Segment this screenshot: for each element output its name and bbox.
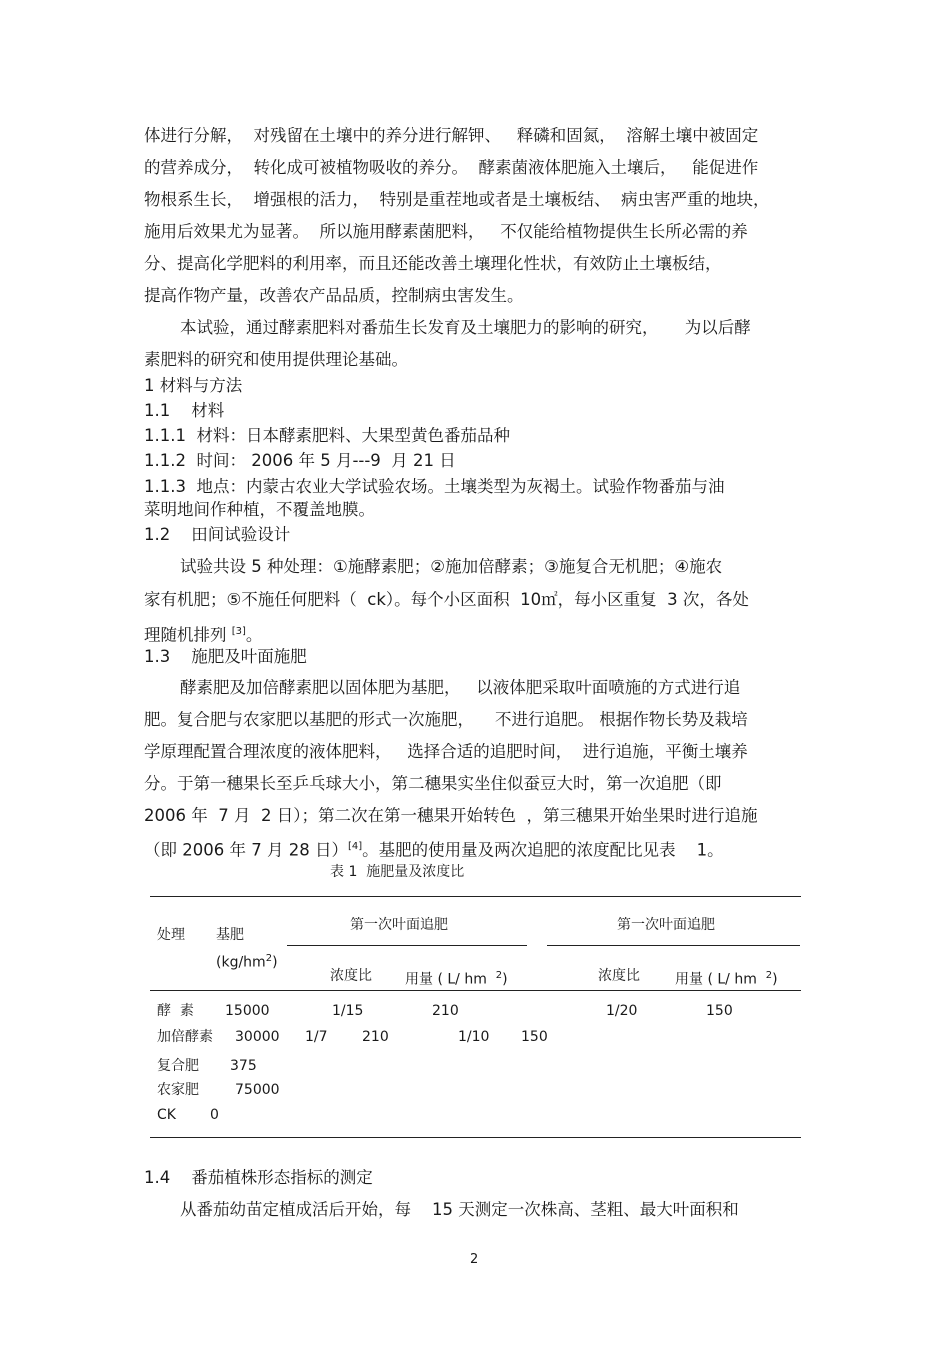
citation-3: [3] <box>231 626 246 637</box>
base-unit-text: (kg/hm <box>216 954 266 971</box>
table-cell: 1/10 <box>458 1029 490 1045</box>
header-second-spray: 第一次叶面追肥 <box>617 917 715 933</box>
table-cell: CK <box>157 1107 176 1123</box>
body-line-7: 本试验，通过酵素肥料对番茄生长发育及土壤肥力的影响的研究， 为以后酵 <box>180 318 751 337</box>
table-cell: 1/7 <box>305 1029 328 1045</box>
section-heading-1-1-2: 1.1.2 时间： 2006 年 5 月---9 月 21 日 <box>144 451 456 470</box>
body-line-3: 物根系生长， 增强根的活力， 特别是重茬地或者是土壤板结、 病虫害严重的地块， <box>144 190 770 209</box>
table-cell: 酵 素 <box>157 1003 194 1019</box>
table-cell: 150 <box>706 1003 733 1019</box>
header-treatment: 处理 <box>157 927 185 943</box>
body-line-design-1: 试验共设 5 种处理：①施酵素肥；②施加倍酵素；③施复合无机肥；④施农 <box>180 557 723 576</box>
amount-2-close: ) <box>772 971 778 988</box>
body-line-8: 素肥料的研究和使用提供理论基础。 <box>144 350 408 369</box>
design-text: 理随机排列 <box>144 625 227 645</box>
table-cell: 1/20 <box>606 1003 638 1019</box>
section-heading-1-1-1: 1.1.1 材料：日本酵素肥料、大果型黄色番茄品种 <box>144 426 510 445</box>
body-line-1: 体进行分解， 对残留在土壤中的养分进行解钾、 释磷和固氮， 溶解土壤中被固定 <box>144 126 759 145</box>
table-cell: 150 <box>521 1029 548 1045</box>
design-text-end: 。 <box>245 625 263 645</box>
table-cell: 复合肥 <box>157 1058 199 1074</box>
header-amount-1 <box>405 967 508 989</box>
table-cell: 210 <box>432 1003 459 1019</box>
amount-2-text: 用量 ( L/ hm <box>675 971 766 988</box>
body-line-fert-2: 肥。复合肥与农家肥以基肥的形式一次施肥， 不进行追肥。 根据作物长势及栽培 <box>144 710 748 729</box>
section-heading-1-2: 1.2 田间试验设计 <box>144 525 291 544</box>
table-caption: 表 1 施肥量及浓度比 <box>330 864 465 880</box>
section-heading-1-4: 1.4 番茄植株形态指标的测定 <box>144 1168 373 1187</box>
fert-text-end: 。基肥的使用量及两次追肥的浓度配比见表 1。 <box>362 840 724 860</box>
body-line-fert-1: 酵素肥及加倍酵素肥以固体肥为基肥， 以液体肥采取叶面喷施的方式进行追 <box>180 678 741 697</box>
body-line-fert-6 <box>144 837 724 861</box>
body-line-design-2: 家有机肥；⑤不施任何肥料（ ck）。每个小区面积 10㎡，每小区重复 3 次，各处 <box>144 590 749 609</box>
body-line-6: 提高作物产量，改善农产品品质，控制病虫害发生。 <box>144 286 524 305</box>
table-cell: 15000 <box>225 1003 270 1019</box>
body-line-2: 的营养成分， 转化成可被植物吸收的养分。 酵素菌液体肥施入土壤后， 能促进作 <box>144 158 759 177</box>
header-conc-1: 浓度比 <box>330 968 372 984</box>
table-cell: 加倍酵素 <box>157 1029 213 1045</box>
section-heading-1-1: 1.1 材料 <box>144 401 225 420</box>
table-header-rule <box>150 990 801 991</box>
header-base-unit <box>216 950 278 972</box>
body-line-fert-3: 学原理配置合理浓度的液体肥料， 选择合适的追肥时间， 进行追施，平衡土壤养 <box>144 742 748 761</box>
body-line-fert-4: 分。于第一穗果长至乒乓球大小，第二穗果实坐住似蚕豆大时，第一次追肥（即 <box>144 774 722 793</box>
header-conc-2: 浓度比 <box>598 968 640 984</box>
table-cell: 农家肥 <box>157 1082 199 1098</box>
body-line-measure-1: 从番茄幼苗定植成活后开始，每 15 天测定一次株高、茎粗、最大叶面积和 <box>180 1200 739 1219</box>
table-cell: 30000 <box>235 1029 280 1045</box>
amount-1-sup: 2 <box>495 970 503 981</box>
body-line-fert-5: 2006 年 7 月 2 日）；第二次在第一穗果开始转色 ，第三穗果开始坐果时进行追施 <box>144 806 758 825</box>
citation-4: [4] <box>347 841 363 852</box>
body-line-4: 施用后效果尤为显著。 所以施用酵素菌肥料， 不仅能给植物提供生长所必需的养 <box>144 222 748 241</box>
table-cell: 75000 <box>235 1082 280 1098</box>
header-base: 基肥 <box>216 927 244 943</box>
table-top-rule <box>150 896 801 897</box>
base-unit-close: ) <box>272 954 278 971</box>
table-cell: 1/15 <box>332 1003 364 1019</box>
section-heading-1-3: 1.3 施肥及叶面施肥 <box>144 647 307 666</box>
table-bottom-rule <box>150 1137 801 1138</box>
fert-text: （即 2006 年 7 月 28 日） <box>144 840 348 860</box>
body-line-5: 分、提高化学肥料的利用率，而且还能改善土壤理化性状，有效防止土壤板结， <box>144 254 722 273</box>
section-heading-1-1-3: 1.1.3 地点：内蒙古农业大学试验农场。土壤类型为灰褐土。试验作物番茄与油 <box>144 477 725 496</box>
table-cell: 375 <box>230 1058 257 1074</box>
group-rule-first <box>287 945 527 946</box>
amount-1-text: 用量 ( L/ hm <box>405 971 496 988</box>
header-first-spray: 第一次叶面追肥 <box>350 917 448 933</box>
table-cell: 210 <box>362 1029 389 1045</box>
page-number: 2 <box>470 1252 479 1267</box>
group-rule-second <box>547 945 800 946</box>
amount-1-close: ) <box>502 971 508 988</box>
header-amount-2 <box>675 967 778 989</box>
body-line-design-3 <box>144 622 262 646</box>
body-line-location-cont: 菜明地间作种植，不覆盖地膜。 <box>144 500 375 519</box>
base-unit-sup: 2 <box>265 953 273 964</box>
amount-2-sup: 2 <box>765 970 773 981</box>
section-heading-1: 1 材料与方法 <box>144 376 243 395</box>
table-cell: 0 <box>210 1107 219 1123</box>
